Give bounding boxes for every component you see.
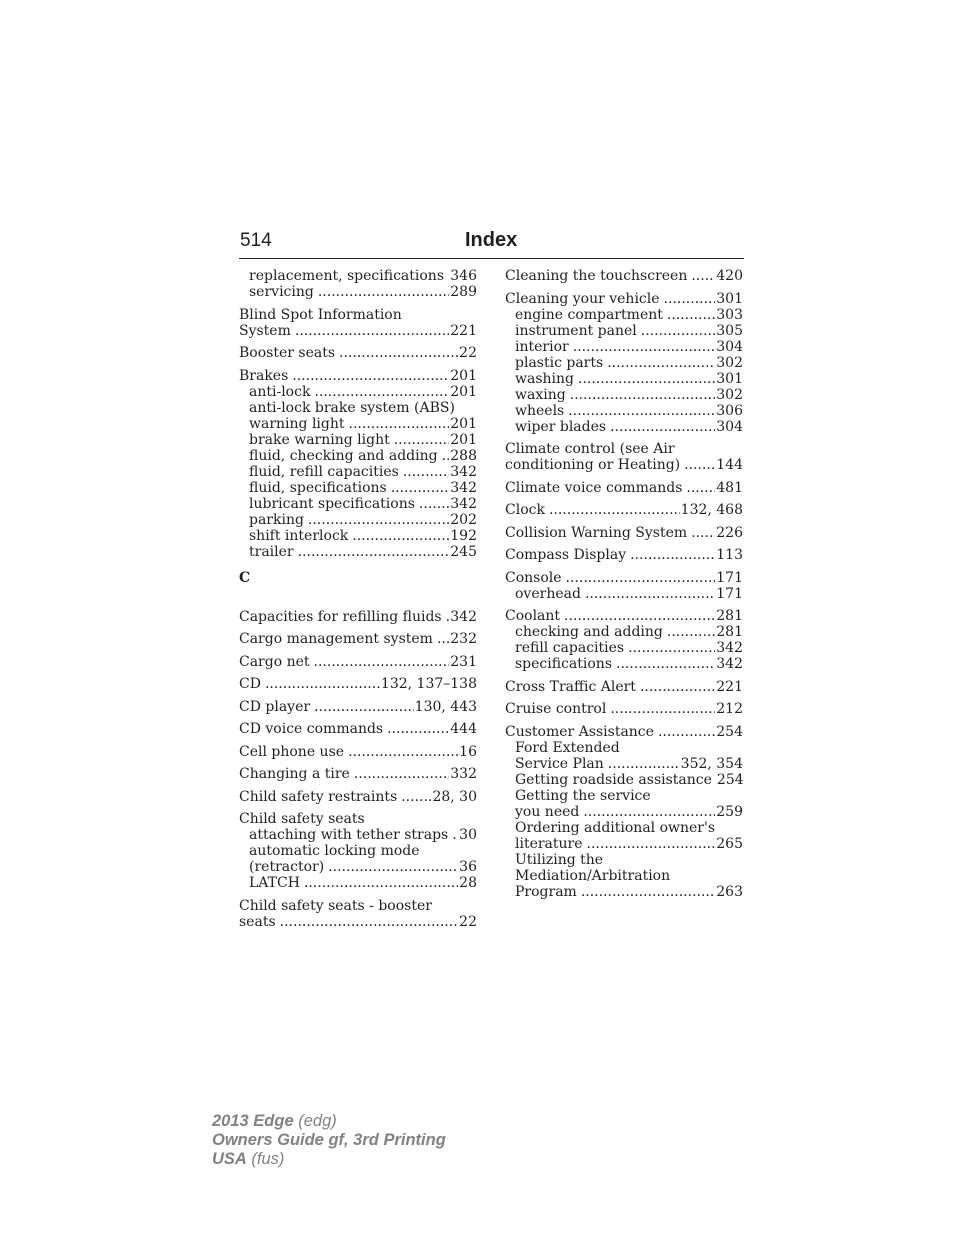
index-term: (retractor) — [249, 859, 325, 875]
index-page-ref: 481 — [716, 479, 743, 496]
index-line — [239, 368, 477, 384]
index-line — [239, 721, 477, 737]
index-line — [505, 640, 743, 656]
index-page-ref: 303 — [716, 306, 743, 323]
index-page-ref: 304 — [716, 338, 743, 355]
dot-leader — [349, 416, 450, 432]
index-term: Collision Warning System — [505, 524, 688, 541]
index-term: parking — [249, 511, 304, 528]
index-term: instrument panel — [515, 322, 637, 339]
index-term: trailer — [249, 543, 294, 560]
index-term: literature — [515, 835, 583, 852]
index-term: Cross Traffic Alert — [505, 678, 636, 695]
index-line — [505, 836, 743, 852]
index-entry — [505, 291, 743, 435]
index-term: Customer Assistance — [505, 723, 654, 740]
index-term: Cruise control — [505, 701, 607, 717]
index-page-ref: 144 — [716, 457, 743, 473]
index-term: Cargo net — [239, 653, 310, 670]
index-line — [239, 345, 477, 361]
index-page-ref: 212 — [716, 701, 743, 717]
dot-leader — [403, 464, 449, 480]
index-line — [505, 679, 743, 695]
index-term: interior — [515, 338, 569, 355]
index-entry — [505, 480, 743, 496]
index-entry — [505, 525, 743, 541]
index-page-ref: 281 — [716, 624, 743, 640]
index-page-ref: 202 — [450, 511, 477, 528]
index-line — [505, 820, 743, 836]
dot-leader — [328, 859, 458, 875]
index-line — [239, 676, 477, 692]
dot-leader — [630, 547, 715, 563]
index-term: Cargo management system — [239, 631, 433, 647]
index-line — [505, 804, 743, 820]
dot-leader — [391, 480, 450, 496]
index-entry — [505, 701, 743, 717]
index-term: you need — [515, 803, 580, 820]
index-line — [239, 859, 477, 875]
page-header — [239, 226, 744, 259]
index-page-ref: 342 — [450, 463, 477, 480]
index-term: wheels — [515, 402, 565, 419]
index-page-ref: 342 — [450, 495, 477, 512]
dot-leader — [583, 804, 715, 820]
index-line — [239, 416, 477, 432]
index-line — [505, 291, 743, 307]
index-page-ref: 113 — [716, 547, 743, 563]
index-line — [239, 307, 477, 323]
index-term: Brakes — [239, 367, 289, 384]
index-page-ref: 201 — [450, 383, 477, 400]
index-page-ref: 306 — [716, 402, 743, 419]
dot-leader — [308, 512, 449, 528]
index-term: Booster seats — [239, 345, 336, 361]
index-page-ref: 130, 443 — [414, 698, 477, 715]
index-line — [505, 570, 743, 586]
index-page-ref: 301 — [716, 290, 743, 307]
index-line — [505, 756, 743, 772]
index-entry — [505, 547, 743, 563]
index-term: System — [239, 322, 291, 339]
index-line — [505, 403, 743, 419]
index-line — [505, 852, 743, 868]
index-line — [505, 441, 743, 457]
index-entry — [239, 676, 477, 692]
index-term: waxing — [515, 386, 566, 403]
index-line — [505, 355, 743, 371]
index-term: anti-lock brake system (ABS) — [249, 399, 455, 416]
index-line — [505, 624, 743, 640]
index-line — [239, 875, 477, 891]
dot-leader — [608, 756, 680, 772]
index-page-ref: 342 — [450, 608, 477, 625]
index-entry — [239, 766, 477, 782]
index-line — [505, 371, 743, 387]
index-line — [505, 788, 743, 804]
index-entry — [239, 654, 477, 670]
dot-leader — [610, 419, 715, 435]
index-term: Changing a tire — [239, 766, 350, 782]
dot-leader — [298, 544, 450, 560]
index-page-ref: 254 — [716, 723, 743, 740]
index-page-ref: 22 — [459, 345, 477, 361]
index-page-ref: 201 — [450, 367, 477, 384]
footer-line-3: USA (fus) — [212, 1150, 285, 1168]
index-term: Compass Display — [505, 547, 627, 563]
index-page-ref: 22 — [459, 913, 477, 930]
index-line — [505, 323, 743, 339]
dot-leader — [658, 724, 715, 740]
index-page-ref: 332 — [450, 766, 477, 782]
index-line — [239, 268, 477, 284]
index-term: Coolant — [505, 608, 561, 624]
index-line — [239, 609, 477, 625]
index-page-ref: 342 — [716, 656, 743, 672]
dot-leader — [314, 699, 414, 715]
index-line — [239, 480, 477, 496]
index-page-ref: 444 — [450, 721, 477, 737]
dot-leader — [295, 323, 449, 339]
index-page-ref: 28 — [459, 875, 477, 891]
index-line — [505, 586, 743, 602]
index-term: refill capacities — [515, 640, 625, 656]
dot-leader — [664, 291, 716, 307]
index-entry — [239, 368, 477, 560]
dot-leader — [585, 586, 715, 602]
index-entry — [239, 811, 477, 891]
index-entry — [239, 631, 477, 647]
index-line — [505, 268, 743, 284]
index-term: lubricant specifications — [249, 495, 415, 512]
dot-leader — [442, 448, 450, 464]
index-line — [239, 284, 477, 300]
index-entry — [239, 744, 477, 760]
index-term: Cleaning the touchscreen — [505, 268, 688, 284]
index-line — [239, 512, 477, 528]
index-term: checking and adding — [515, 624, 663, 640]
index-term: conditioning or Heating) — [505, 457, 681, 473]
index-term: overhead — [515, 585, 581, 602]
index-term: Child safety seats - booster — [239, 897, 432, 914]
index-term: plastic parts — [515, 354, 604, 371]
dot-leader — [684, 457, 715, 473]
dot-leader — [691, 525, 715, 541]
index-line — [239, 384, 477, 400]
index-term: CD player — [239, 698, 311, 715]
dot-leader — [628, 640, 715, 656]
index-page-ref: 231 — [450, 653, 477, 670]
index-term: Clock — [505, 502, 545, 518]
index-page-ref: 342 — [716, 640, 743, 656]
index-entry — [239, 699, 477, 715]
index-page-ref: 171 — [716, 585, 743, 602]
index-page-ref: 302 — [716, 386, 743, 403]
index-line — [505, 608, 743, 624]
section-letter: C — [239, 569, 251, 586]
index-page-ref: 259 — [716, 803, 743, 820]
index-term: Service Plan — [515, 755, 604, 772]
dot-leader — [581, 884, 715, 900]
dot-leader — [292, 368, 449, 384]
index-term: Climate voice commands — [505, 479, 683, 496]
index-term: CD — [239, 676, 261, 692]
dot-leader — [564, 608, 715, 624]
index-term: Cell phone use — [239, 743, 345, 760]
dot-leader — [610, 701, 715, 717]
index-page-ref: 352, 354 — [680, 755, 743, 772]
index-page-ref: 201 — [450, 431, 477, 448]
index-page-ref: 254 — [716, 771, 744, 788]
index-term: LATCH — [249, 875, 300, 891]
dot-leader — [401, 789, 431, 805]
index-entry — [505, 502, 743, 518]
index-line — [239, 448, 477, 464]
index-line — [239, 766, 477, 782]
index-term: washing — [515, 370, 574, 387]
dot-leader — [314, 654, 450, 670]
index-line — [239, 400, 477, 416]
dot-leader — [387, 721, 449, 737]
index-term: CD voice commands — [239, 721, 384, 737]
index-line — [239, 544, 477, 560]
dot-leader — [686, 480, 715, 496]
index-entry — [505, 441, 743, 473]
index-term: servicing — [249, 284, 314, 300]
index-term: Utilizing the — [515, 851, 604, 868]
dot-leader — [419, 496, 449, 512]
index-line — [505, 525, 743, 541]
dot-leader — [339, 345, 458, 361]
index-line — [505, 502, 743, 518]
index-line — [239, 631, 477, 647]
dot-leader — [549, 502, 680, 518]
index-term: Getting roadside assistance — [515, 771, 712, 788]
index-term: automatic locking mode — [249, 843, 420, 859]
dot-leader — [452, 827, 458, 843]
index-term: fluid, refill capacities — [249, 463, 399, 480]
index-term: Blind Spot Information — [239, 306, 402, 323]
index-term: warning light — [249, 415, 345, 432]
dot-leader — [318, 284, 449, 300]
index-term: Console — [505, 569, 562, 586]
index-entry — [239, 345, 477, 361]
index-line — [239, 789, 477, 805]
index-page-ref: 132, 468 — [680, 502, 743, 518]
dot-leader — [304, 875, 458, 891]
dot-leader — [667, 307, 715, 323]
index-line — [239, 843, 477, 859]
index-line — [505, 387, 743, 403]
index-page-ref: 16 — [459, 743, 477, 760]
index-column-right — [505, 268, 743, 906]
index-line — [239, 898, 477, 914]
index-entry — [239, 789, 477, 805]
index-term: Child safety restraints — [239, 788, 398, 805]
index-line — [239, 654, 477, 670]
index-term: Ordering additional owner's — [515, 819, 716, 836]
dot-leader — [578, 371, 715, 387]
index-term: specifications — [515, 656, 613, 672]
index-entry — [239, 268, 477, 300]
index-line — [505, 701, 743, 717]
index-entry — [239, 609, 477, 625]
index-page-ref: 36 — [459, 859, 477, 875]
index-page-ref: 301 — [716, 370, 743, 387]
page-number: 514 — [240, 230, 272, 251]
index-entry — [505, 724, 743, 900]
index-line — [239, 496, 477, 512]
index-term: attaching with tether straps — [249, 827, 449, 843]
dot-leader — [314, 384, 449, 400]
index-term: shift interlock — [249, 527, 349, 544]
index-page-ref: 263 — [716, 883, 743, 900]
dot-leader — [348, 744, 458, 760]
dot-leader — [573, 339, 716, 355]
index-page-ref: 28, 30 — [432, 788, 477, 805]
index-page-ref: 201 — [450, 415, 477, 432]
index-term: Getting the service — [515, 787, 651, 804]
index-page-ref: 245 — [450, 543, 477, 560]
index-entry — [239, 898, 477, 930]
index-term: brake warning light — [249, 431, 390, 448]
index-page-ref: 346 — [450, 268, 477, 284]
dot-leader — [448, 268, 449, 284]
index-page-ref: 420 — [716, 268, 743, 284]
index-page-ref: 171 — [716, 569, 743, 586]
index-term: fluid, checking and adding — [249, 447, 438, 464]
dot-leader — [587, 836, 716, 852]
index-term: fluid, specifications — [249, 479, 387, 496]
index-page-ref: 304 — [716, 418, 743, 435]
index-line — [505, 547, 743, 563]
index-column-left — [239, 268, 477, 936]
index-page-ref: 281 — [716, 608, 743, 624]
index-line — [505, 772, 743, 788]
dot-leader — [566, 570, 716, 586]
footer-line-2: Owners Guide gf, 3rd Printing — [212, 1131, 446, 1149]
dot-leader — [437, 631, 449, 647]
index-line — [239, 432, 477, 448]
index-line — [239, 827, 477, 843]
index-line — [505, 740, 743, 756]
index-page-ref: 288 — [450, 447, 477, 464]
dot-leader — [607, 355, 715, 371]
dot-leader — [394, 432, 450, 448]
dot-leader — [640, 679, 715, 695]
index-line — [505, 884, 743, 900]
index-page-ref: 221 — [716, 678, 743, 695]
index-page-ref: 305 — [716, 322, 743, 339]
index-line — [505, 457, 743, 473]
dot-leader — [691, 268, 715, 284]
index-entry — [505, 570, 743, 602]
index-term: Ford Extended — [515, 739, 620, 756]
index-term: Mediation/Arbitration — [515, 867, 671, 884]
index-line — [239, 528, 477, 544]
index-term: seats — [239, 913, 276, 930]
index-term: Climate control (see Air — [505, 441, 675, 457]
index-term: engine compartment — [515, 306, 663, 323]
index-page-ref: 192 — [450, 527, 477, 544]
index-line — [239, 811, 477, 827]
index-line — [505, 656, 743, 672]
dot-leader — [265, 676, 380, 692]
index-page-ref: 30 — [459, 827, 477, 843]
index-page-ref: 226 — [716, 524, 743, 541]
dot-leader — [570, 387, 716, 403]
index-line — [239, 914, 477, 930]
index-line — [239, 464, 477, 480]
dot-leader — [354, 766, 449, 782]
dot-leader — [641, 323, 716, 339]
index-term: Cleaning your vehicle — [505, 290, 660, 307]
index-entry — [239, 307, 477, 339]
index-page-ref: 232 — [450, 631, 477, 647]
footer — [212, 1112, 446, 1169]
index-term: Capacities for refilling fluids — [239, 608, 442, 625]
index-page-ref: 342 — [450, 479, 477, 496]
dot-leader — [616, 656, 715, 672]
dot-leader — [280, 914, 459, 930]
dot-leader — [352, 528, 449, 544]
dot-leader — [446, 609, 450, 625]
index-entry — [239, 721, 477, 737]
index-page-ref: 132, 137–138 — [380, 676, 477, 692]
index-entry — [505, 608, 743, 672]
footer-line-1: 2013 Edge (edg) — [212, 1112, 337, 1130]
index-page-ref: 289 — [450, 284, 477, 300]
index-line — [505, 307, 743, 323]
dot-leader — [568, 403, 715, 419]
index-line — [239, 744, 477, 760]
index-term: Program — [515, 883, 577, 900]
index-term: replacement, specifications — [249, 268, 445, 284]
index-page-ref: 221 — [450, 322, 477, 339]
dot-leader — [667, 624, 715, 640]
index-line — [505, 339, 743, 355]
index-page-ref: 265 — [716, 835, 743, 852]
page-title: Index — [465, 229, 518, 251]
index-entry — [505, 268, 743, 284]
index-line — [505, 419, 743, 435]
index-line — [505, 868, 743, 884]
index-line — [505, 724, 743, 740]
index-entry — [505, 679, 743, 695]
index-page-ref: 302 — [716, 354, 743, 371]
index-line — [239, 323, 477, 339]
index-term: wiper blades — [515, 418, 607, 435]
index-term: Child safety seats — [239, 811, 365, 827]
index-line — [505, 480, 743, 496]
index-term: anti-lock — [249, 383, 311, 400]
index-line — [239, 699, 477, 715]
